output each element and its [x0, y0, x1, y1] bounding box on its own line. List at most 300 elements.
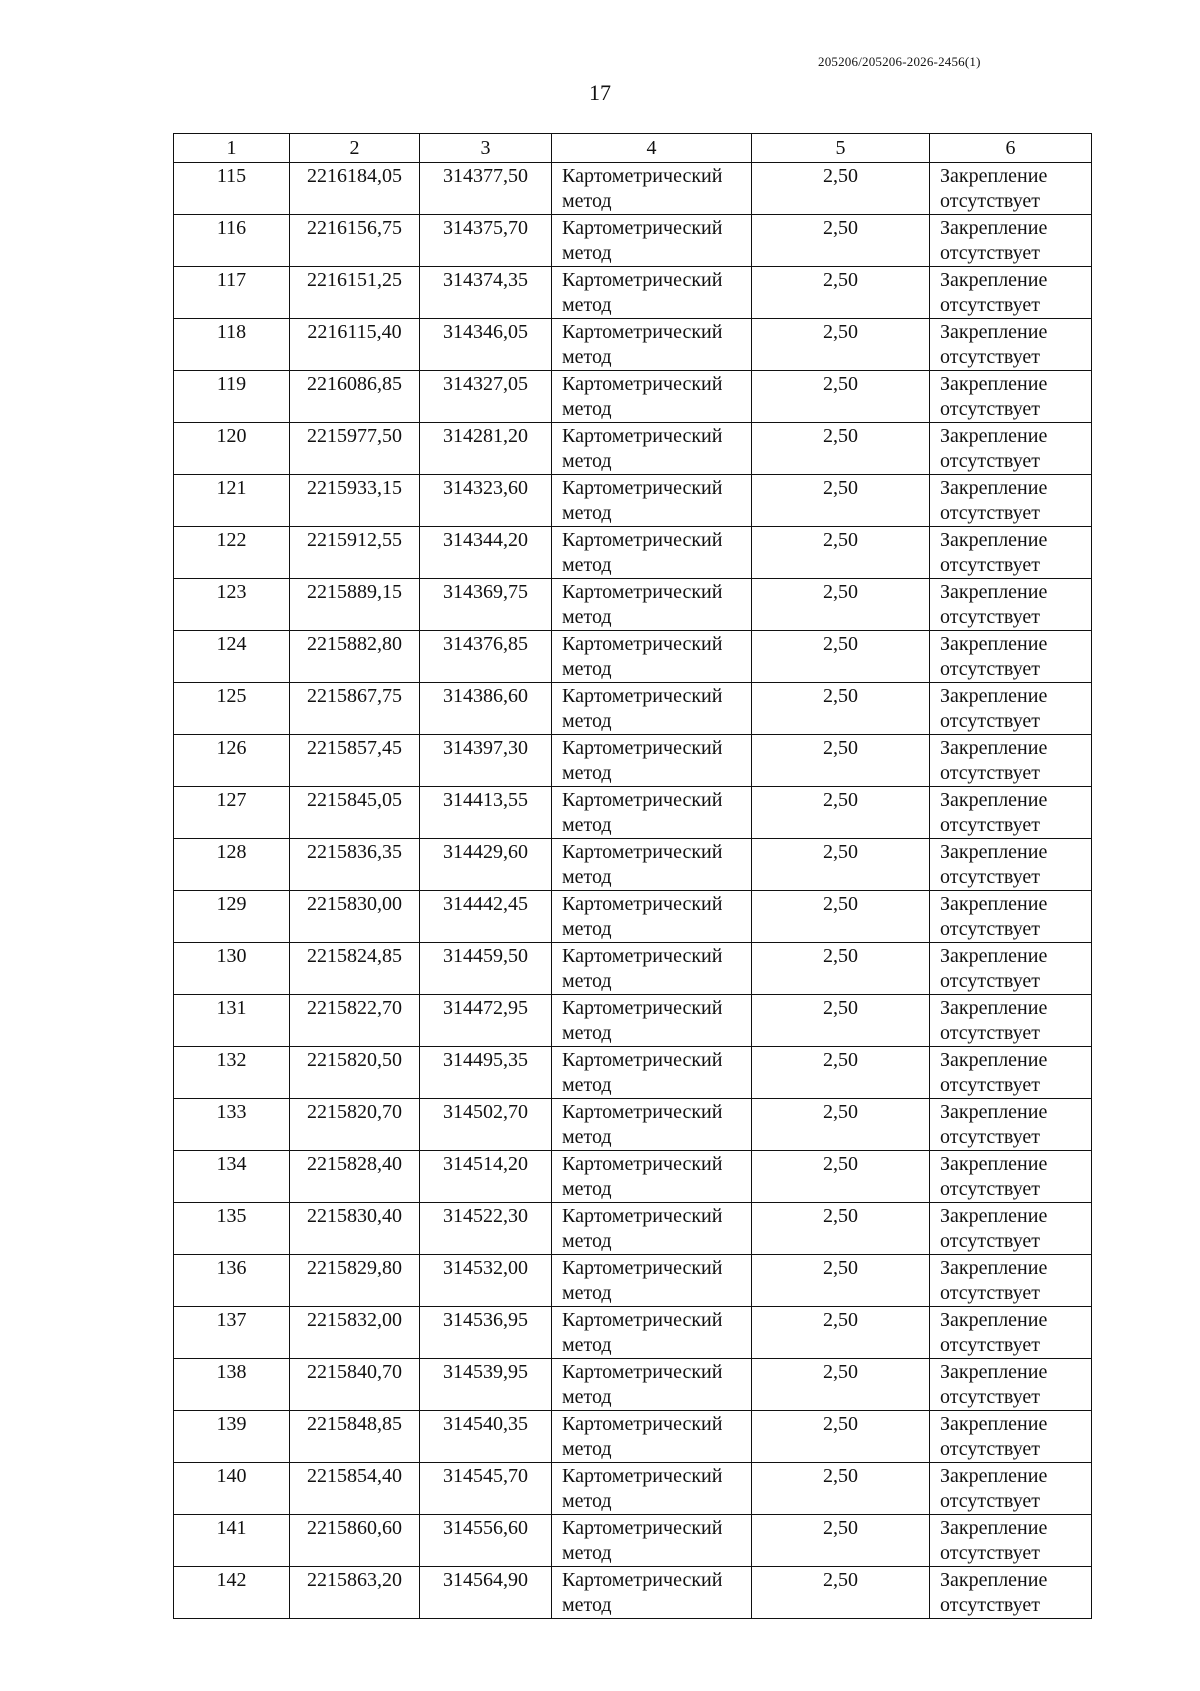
- table-row: [174, 1151, 1092, 1203]
- coordinate-x: 2215977,50: [290, 423, 420, 475]
- column-header-6: 6: [930, 134, 1092, 163]
- error-value: 2,50: [752, 891, 930, 943]
- method-cell: [552, 527, 752, 579]
- column-header-5: 5: [752, 134, 930, 163]
- fixation-line-2: отсутствует: [940, 1178, 1041, 1200]
- method-line-2: метод: [562, 1334, 612, 1356]
- fixation-cell: [930, 527, 1092, 579]
- method-line-2: метод: [562, 814, 612, 836]
- method-cell: [552, 787, 752, 839]
- method-line-1: Картометрический: [562, 633, 723, 655]
- method-cell: [552, 995, 752, 1047]
- point-number: 129: [174, 891, 290, 943]
- table-row: [174, 579, 1092, 631]
- table-row: [174, 683, 1092, 735]
- fixation-line-1: Закрепление: [940, 997, 1048, 1019]
- fixation-cell: [930, 1203, 1092, 1255]
- method-cell: [552, 1047, 752, 1099]
- method-line-1: Картометрический: [562, 1101, 723, 1123]
- error-value: 2,50: [752, 839, 930, 891]
- error-value: 2,50: [752, 1099, 930, 1151]
- coordinate-x: 2215820,50: [290, 1047, 420, 1099]
- point-number: 132: [174, 1047, 290, 1099]
- method-line-1: Картометрический: [562, 1309, 723, 1331]
- method-line-1: Картометрический: [562, 217, 723, 239]
- point-number: 125: [174, 683, 290, 735]
- point-number: 117: [174, 267, 290, 319]
- error-value: 2,50: [752, 163, 930, 215]
- point-number: 120: [174, 423, 290, 475]
- fixation-line-1: Закрепление: [940, 789, 1048, 811]
- fixation-line-2: отсутствует: [940, 658, 1041, 680]
- point-number: 136: [174, 1255, 290, 1307]
- fixation-line-2: отсутствует: [940, 1386, 1041, 1408]
- error-value: 2,50: [752, 1151, 930, 1203]
- method-line-2: метод: [562, 1022, 612, 1044]
- fixation-cell: [930, 579, 1092, 631]
- fixation-cell: [930, 475, 1092, 527]
- coordinate-y: 314539,95: [420, 1359, 552, 1411]
- table-row: [174, 943, 1092, 995]
- fixation-line-2: отсутствует: [940, 1438, 1041, 1460]
- method-line-2: метод: [562, 1438, 612, 1460]
- fixation-line-2: отсутствует: [940, 1542, 1041, 1564]
- method-cell: [552, 891, 752, 943]
- error-value: 2,50: [752, 1255, 930, 1307]
- method-line-1: Картометрический: [562, 1205, 723, 1227]
- fixation-cell: [930, 1567, 1092, 1619]
- error-value: 2,50: [752, 1203, 930, 1255]
- error-value: 2,50: [752, 1047, 930, 1099]
- method-line-2: метод: [562, 554, 612, 576]
- table-row: [174, 423, 1092, 475]
- point-number: 118: [174, 319, 290, 371]
- coordinate-x: 2216115,40: [290, 319, 420, 371]
- coordinate-y: 314281,20: [420, 423, 552, 475]
- fixation-line-2: отсутствует: [940, 450, 1041, 472]
- fixation-line-2: отсутствует: [940, 554, 1041, 576]
- table-row: [174, 1515, 1092, 1567]
- method-line-2: метод: [562, 866, 612, 888]
- table-body: [174, 163, 1092, 1619]
- table-row: [174, 631, 1092, 683]
- point-number: 119: [174, 371, 290, 423]
- error-value: 2,50: [752, 319, 930, 371]
- method-cell: [552, 475, 752, 527]
- point-number: 115: [174, 163, 290, 215]
- coordinate-y: 314522,30: [420, 1203, 552, 1255]
- table-row: [174, 787, 1092, 839]
- method-line-1: Картометрический: [562, 1569, 723, 1591]
- coordinate-x: 2215857,45: [290, 735, 420, 787]
- method-cell: [552, 163, 752, 215]
- coordinate-y: 314442,45: [420, 891, 552, 943]
- fixation-line-2: отсутствует: [940, 606, 1041, 628]
- coordinate-x: 2215889,15: [290, 579, 420, 631]
- method-line-1: Картометрический: [562, 789, 723, 811]
- fixation-cell: [930, 995, 1092, 1047]
- coordinate-y: 314377,50: [420, 163, 552, 215]
- coordinate-x: 2215845,05: [290, 787, 420, 839]
- fixation-line-2: отсутствует: [940, 918, 1041, 940]
- coordinate-y: 314376,85: [420, 631, 552, 683]
- coordinate-y: 314386,60: [420, 683, 552, 735]
- fixation-cell: [930, 891, 1092, 943]
- fixation-line-2: отсутствует: [940, 190, 1041, 212]
- method-line-1: Картометрический: [562, 737, 723, 759]
- method-line-1: Картометрический: [562, 1361, 723, 1383]
- fixation-line-2: отсутствует: [940, 1282, 1041, 1304]
- error-value: 2,50: [752, 1463, 930, 1515]
- table-row: [174, 735, 1092, 787]
- error-value: 2,50: [752, 371, 930, 423]
- error-value: 2,50: [752, 995, 930, 1047]
- fixation-cell: [930, 1099, 1092, 1151]
- fixation-line-1: Закрепление: [940, 1413, 1048, 1435]
- fixation-line-1: Закрепление: [940, 581, 1048, 603]
- fixation-cell: [930, 1463, 1092, 1515]
- point-number: 123: [174, 579, 290, 631]
- column-header-4: 4: [552, 134, 752, 163]
- fixation-line-2: отсутствует: [940, 1490, 1041, 1512]
- coordinate-x: 2215830,40: [290, 1203, 420, 1255]
- fixation-line-1: Закрепление: [940, 1101, 1048, 1123]
- method-cell: [552, 319, 752, 371]
- method-line-2: метод: [562, 762, 612, 784]
- coordinate-y: 314536,95: [420, 1307, 552, 1359]
- method-line-1: Картометрический: [562, 165, 723, 187]
- coordinate-y: 314514,20: [420, 1151, 552, 1203]
- method-line-1: Картометрический: [562, 269, 723, 291]
- table-row: [174, 163, 1092, 215]
- fixation-line-2: отсутствует: [940, 294, 1041, 316]
- error-value: 2,50: [752, 423, 930, 475]
- fixation-line-1: Закрепление: [940, 425, 1048, 447]
- method-line-2: метод: [562, 294, 612, 316]
- column-header-1: 1: [174, 134, 290, 163]
- method-cell: [552, 267, 752, 319]
- coordinate-y: 314346,05: [420, 319, 552, 371]
- fixation-cell: [930, 215, 1092, 267]
- method-cell: [552, 1463, 752, 1515]
- method-cell: [552, 943, 752, 995]
- method-line-2: метод: [562, 710, 612, 732]
- method-cell: [552, 1307, 752, 1359]
- error-value: 2,50: [752, 1567, 930, 1619]
- method-cell: [552, 579, 752, 631]
- fixation-line-2: отсутствует: [940, 710, 1041, 732]
- error-value: 2,50: [752, 215, 930, 267]
- fixation-cell: [930, 1307, 1092, 1359]
- method-line-1: Картометрический: [562, 373, 723, 395]
- table-row: [174, 1099, 1092, 1151]
- error-value: 2,50: [752, 631, 930, 683]
- coordinates-table: [173, 133, 1092, 1619]
- coordinate-x: 2215840,70: [290, 1359, 420, 1411]
- fixation-line-2: отсутствует: [940, 502, 1041, 524]
- coordinate-x: 2215912,55: [290, 527, 420, 579]
- fixation-line-1: Закрепление: [940, 1309, 1048, 1331]
- coordinate-x: 2215836,35: [290, 839, 420, 891]
- coordinate-y: 314369,75: [420, 579, 552, 631]
- point-number: 138: [174, 1359, 290, 1411]
- method-line-2: метод: [562, 1490, 612, 1512]
- fixation-line-1: Закрепление: [940, 1153, 1048, 1175]
- coordinate-x: 2215832,00: [290, 1307, 420, 1359]
- fixation-cell: [930, 631, 1092, 683]
- fixation-cell: [930, 1255, 1092, 1307]
- method-cell: [552, 735, 752, 787]
- coordinate-y: 314397,30: [420, 735, 552, 787]
- fixation-line-1: Закрепление: [940, 165, 1048, 187]
- fixation-line-2: отсутствует: [940, 1126, 1041, 1148]
- method-line-1: Картометрический: [562, 1465, 723, 1487]
- method-line-1: Картометрический: [562, 841, 723, 863]
- coordinate-x: 2216151,25: [290, 267, 420, 319]
- page-number: 17: [589, 80, 611, 105]
- coordinate-x: 2216156,75: [290, 215, 420, 267]
- method-line-2: метод: [562, 970, 612, 992]
- coordinate-x: 2215820,70: [290, 1099, 420, 1151]
- coordinate-y: 314429,60: [420, 839, 552, 891]
- table-row: [174, 527, 1092, 579]
- table-row: [174, 995, 1092, 1047]
- error-value: 2,50: [752, 1307, 930, 1359]
- point-number: 131: [174, 995, 290, 1047]
- coordinate-y: 314323,60: [420, 475, 552, 527]
- table-row: [174, 1255, 1092, 1307]
- method-line-2: метод: [562, 190, 612, 212]
- fixation-cell: [930, 839, 1092, 891]
- fixation-cell: [930, 1047, 1092, 1099]
- fixation-line-1: Закрепление: [940, 373, 1048, 395]
- method-line-2: метод: [562, 1126, 612, 1148]
- fixation-line-1: Закрепление: [940, 1205, 1048, 1227]
- fixation-line-1: Закрепление: [940, 1517, 1048, 1539]
- method-cell: [552, 215, 752, 267]
- method-line-2: метод: [562, 502, 612, 524]
- method-line-2: метод: [562, 346, 612, 368]
- point-number: 140: [174, 1463, 290, 1515]
- fixation-line-2: отсутствует: [940, 1230, 1041, 1252]
- method-cell: [552, 423, 752, 475]
- method-line-2: метод: [562, 242, 612, 264]
- coordinate-x: 2216184,05: [290, 163, 420, 215]
- point-number: 139: [174, 1411, 290, 1463]
- fixation-line-1: Закрепление: [940, 321, 1048, 343]
- coordinate-x: 2215822,70: [290, 995, 420, 1047]
- coordinate-y: 314556,60: [420, 1515, 552, 1567]
- fixation-line-1: Закрепление: [940, 1049, 1048, 1071]
- coordinate-y: 314375,70: [420, 215, 552, 267]
- error-value: 2,50: [752, 735, 930, 787]
- fixation-cell: [930, 787, 1092, 839]
- fixation-cell: [930, 371, 1092, 423]
- point-number: 122: [174, 527, 290, 579]
- coordinate-x: 2215863,20: [290, 1567, 420, 1619]
- fixation-cell: [930, 163, 1092, 215]
- fixation-cell: [930, 683, 1092, 735]
- point-number: 142: [174, 1567, 290, 1619]
- coordinate-x: 2215860,60: [290, 1515, 420, 1567]
- method-cell: [552, 1099, 752, 1151]
- table-row: [174, 891, 1092, 943]
- method-cell: [552, 1411, 752, 1463]
- table-row: [174, 1047, 1092, 1099]
- coordinate-x: 2215867,75: [290, 683, 420, 735]
- method-line-2: метод: [562, 1230, 612, 1252]
- method-line-2: метод: [562, 1542, 612, 1564]
- fixation-line-1: Закрепление: [940, 217, 1048, 239]
- method-line-1: Картометрический: [562, 1413, 723, 1435]
- table-row: [174, 1411, 1092, 1463]
- method-line-1: Картометрический: [562, 1153, 723, 1175]
- coordinate-x: 2215830,00: [290, 891, 420, 943]
- fixation-cell: [930, 1411, 1092, 1463]
- fixation-cell: [930, 267, 1092, 319]
- table-row: [174, 319, 1092, 371]
- method-line-1: Картометрический: [562, 1517, 723, 1539]
- document-id: 205206/205206-2026-2456(1): [818, 54, 981, 69]
- fixation-cell: [930, 1151, 1092, 1203]
- method-line-2: метод: [562, 398, 612, 420]
- coordinate-x: 2215829,80: [290, 1255, 420, 1307]
- fixation-line-1: Закрепление: [940, 477, 1048, 499]
- fixation-cell: [930, 423, 1092, 475]
- fixation-line-2: отсутствует: [940, 1022, 1041, 1044]
- coordinate-x: 2215854,40: [290, 1463, 420, 1515]
- point-number: 124: [174, 631, 290, 683]
- fixation-line-2: отсутствует: [940, 814, 1041, 836]
- coordinate-x: 2215882,80: [290, 631, 420, 683]
- fixation-line-2: отсутствует: [940, 1074, 1041, 1096]
- column-header-2: 2: [290, 134, 420, 163]
- method-line-2: метод: [562, 1594, 612, 1616]
- fixation-line-1: Закрепление: [940, 529, 1048, 551]
- fixation-line-1: Закрепление: [940, 1465, 1048, 1487]
- table-row: [174, 839, 1092, 891]
- fixation-line-2: отсутствует: [940, 346, 1041, 368]
- fixation-cell: [930, 1359, 1092, 1411]
- fixation-line-1: Закрепление: [940, 685, 1048, 707]
- coordinate-y: 314327,05: [420, 371, 552, 423]
- coordinate-y: 314459,50: [420, 943, 552, 995]
- table-row: [174, 475, 1092, 527]
- error-value: 2,50: [752, 579, 930, 631]
- fixation-line-1: Закрепление: [940, 633, 1048, 655]
- fixation-line-1: Закрепление: [940, 893, 1048, 915]
- method-line-2: метод: [562, 1178, 612, 1200]
- method-line-1: Картометрический: [562, 1257, 723, 1279]
- point-number: 127: [174, 787, 290, 839]
- table-row: [174, 215, 1092, 267]
- method-cell: [552, 1567, 752, 1619]
- method-line-1: Картометрический: [562, 997, 723, 1019]
- coordinate-x: 2216086,85: [290, 371, 420, 423]
- coordinate-y: 314472,95: [420, 995, 552, 1047]
- method-cell: [552, 683, 752, 735]
- coordinate-y: 314374,35: [420, 267, 552, 319]
- coordinate-x: 2215933,15: [290, 475, 420, 527]
- coordinate-x: 2215828,40: [290, 1151, 420, 1203]
- table-row: [174, 267, 1092, 319]
- coordinate-y: 314545,70: [420, 1463, 552, 1515]
- error-value: 2,50: [752, 1515, 930, 1567]
- coordinate-y: 314532,00: [420, 1255, 552, 1307]
- table-row: [174, 1463, 1092, 1515]
- fixation-line-1: Закрепление: [940, 1257, 1048, 1279]
- table-row: [174, 1567, 1092, 1619]
- method-line-1: Картометрический: [562, 581, 723, 603]
- column-header-3: 3: [420, 134, 552, 163]
- method-line-1: Картометрический: [562, 685, 723, 707]
- point-number: 126: [174, 735, 290, 787]
- fixation-cell: [930, 943, 1092, 995]
- method-cell: [552, 1359, 752, 1411]
- method-line-2: метод: [562, 606, 612, 628]
- fixation-line-1: Закрепление: [940, 945, 1048, 967]
- method-cell: [552, 631, 752, 683]
- table-row: [174, 1359, 1092, 1411]
- fixation-line-2: отсутствует: [940, 866, 1041, 888]
- method-line-1: Картометрический: [562, 477, 723, 499]
- method-cell: [552, 371, 752, 423]
- method-line-2: метод: [562, 450, 612, 472]
- coordinate-x: 2215824,85: [290, 943, 420, 995]
- table-header-row: [174, 134, 1092, 163]
- method-line-1: Картометрический: [562, 425, 723, 447]
- coordinate-x: 2215848,85: [290, 1411, 420, 1463]
- point-number: 116: [174, 215, 290, 267]
- coordinate-y: 314413,55: [420, 787, 552, 839]
- point-number: 130: [174, 943, 290, 995]
- error-value: 2,50: [752, 267, 930, 319]
- table-row: [174, 1203, 1092, 1255]
- method-line-1: Картометрический: [562, 321, 723, 343]
- error-value: 2,50: [752, 475, 930, 527]
- point-number: 128: [174, 839, 290, 891]
- fixation-line-2: отсутствует: [940, 970, 1041, 992]
- point-number: 137: [174, 1307, 290, 1359]
- fixation-line-1: Закрепление: [940, 737, 1048, 759]
- fixation-line-1: Закрепление: [940, 1569, 1048, 1591]
- method-cell: [552, 1203, 752, 1255]
- method-cell: [552, 1151, 752, 1203]
- fixation-line-2: отсутствует: [940, 1334, 1041, 1356]
- method-line-1: Картометрический: [562, 945, 723, 967]
- coordinate-y: 314502,70: [420, 1099, 552, 1151]
- point-number: 121: [174, 475, 290, 527]
- coordinate-y: 314344,20: [420, 527, 552, 579]
- error-value: 2,50: [752, 1411, 930, 1463]
- coordinate-y: 314564,90: [420, 1567, 552, 1619]
- fixation-line-1: Закрепление: [940, 269, 1048, 291]
- error-value: 2,50: [752, 1359, 930, 1411]
- point-number: 135: [174, 1203, 290, 1255]
- coordinate-y: 314495,35: [420, 1047, 552, 1099]
- fixation-line-1: Закрепление: [940, 841, 1048, 863]
- fixation-cell: [930, 1515, 1092, 1567]
- error-value: 2,50: [752, 527, 930, 579]
- fixation-line-1: Закрепление: [940, 1361, 1048, 1383]
- point-number: 133: [174, 1099, 290, 1151]
- method-line-1: Картометрический: [562, 893, 723, 915]
- coordinate-y: 314540,35: [420, 1411, 552, 1463]
- method-line-1: Картометрический: [562, 529, 723, 551]
- point-number: 141: [174, 1515, 290, 1567]
- method-line-2: метод: [562, 658, 612, 680]
- fixation-cell: [930, 735, 1092, 787]
